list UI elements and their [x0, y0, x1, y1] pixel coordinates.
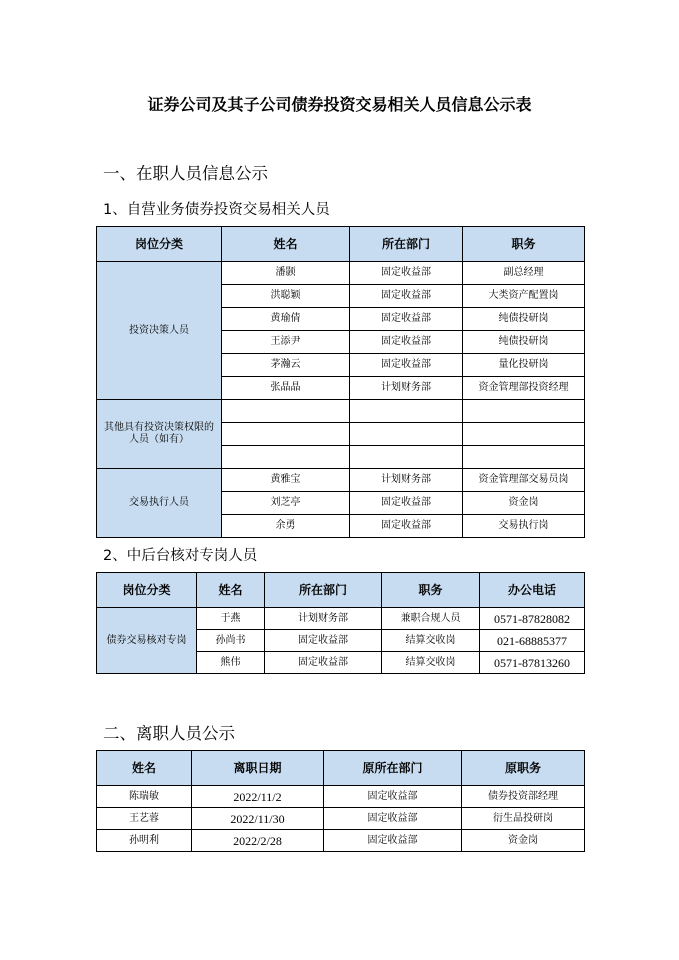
col-header-department: 所在部门: [265, 573, 382, 608]
name-cell: 于燕: [197, 608, 265, 630]
position-cell: [463, 400, 585, 423]
department-cell: 固定收益部: [350, 262, 463, 285]
department-cell: 计划财务部: [265, 608, 382, 630]
department-cell: 固定收益部: [324, 786, 462, 808]
department-cell: 固定收益部: [265, 630, 382, 652]
table-header-row: [97, 227, 585, 262]
col-header-phone: 办公电话: [480, 573, 585, 608]
phone-cell: 021-68885377: [480, 630, 585, 652]
col-header-name: 姓名: [222, 227, 350, 262]
position-cell: 纯债投研岗: [463, 331, 585, 354]
date-cell: 2022/11/30: [192, 808, 324, 830]
department-cell: 固定收益部: [265, 652, 382, 674]
name-cell: [222, 446, 350, 469]
position-cell: [463, 423, 585, 446]
table-header-row: [97, 573, 585, 608]
name-cell: [222, 400, 350, 423]
name-cell: 王添尹: [222, 331, 350, 354]
table-row: [97, 469, 585, 492]
name-cell: 陈瑞敏: [97, 786, 192, 808]
name-cell: 洪聪颖: [222, 285, 350, 308]
date-cell: 2022/2/28: [192, 830, 324, 852]
section-1-heading: 一、在职人员信息公示: [103, 164, 268, 183]
department-cell: 固定收益部: [350, 331, 463, 354]
name-cell: 黄雅宝: [222, 469, 350, 492]
department-cell: 计划财务部: [350, 469, 463, 492]
name-cell: 王艺蓉: [97, 808, 192, 830]
name-cell: 余勇: [222, 515, 350, 538]
subsection-2-heading: 2、中后台核对专岗人员: [103, 548, 258, 564]
subsection-1-heading: 1、自营业务债券投资交易相关人员: [103, 202, 330, 218]
name-cell: [222, 423, 350, 446]
col-header-departure-date: 离职日期: [192, 751, 324, 786]
col-header-former-department: 原所在部门: [324, 751, 462, 786]
category-cell: 投资决策人员: [97, 262, 222, 400]
proprietary-trading-staff-table: [96, 226, 585, 538]
department-cell: [350, 400, 463, 423]
table-row: [97, 786, 585, 808]
department-cell: 固定收益部: [324, 808, 462, 830]
department-cell: 固定收益部: [350, 492, 463, 515]
table-row: [97, 400, 585, 423]
name-cell: 孙明利: [97, 830, 192, 852]
position-cell: 资金岗: [463, 492, 585, 515]
table-row: [97, 808, 585, 830]
name-cell: 孙尚书: [197, 630, 265, 652]
department-cell: 固定收益部: [350, 308, 463, 331]
position-cell: 副总经理: [463, 262, 585, 285]
col-header-department: 所在部门: [350, 227, 463, 262]
position-cell: 结算交收岗: [382, 652, 480, 674]
category-cell: 交易执行人员: [97, 469, 222, 538]
name-cell: 刘芝亭: [222, 492, 350, 515]
department-cell: [350, 446, 463, 469]
position-cell: 结算交收岗: [382, 630, 480, 652]
date-cell: 2022/11/2: [192, 786, 324, 808]
col-header-position: 职务: [463, 227, 585, 262]
position-cell: 交易执行岗: [463, 515, 585, 538]
phone-cell: 0571-87813260: [480, 652, 585, 674]
col-header-name: 姓名: [197, 573, 265, 608]
position-cell: 量化投研岗: [463, 354, 585, 377]
table-row: [97, 830, 585, 852]
table-header-row: [97, 751, 585, 786]
position-cell: 资金岗: [462, 830, 585, 852]
name-cell: 熊伟: [197, 652, 265, 674]
col-header-category: 岗位分类: [97, 227, 222, 262]
table-row: [97, 262, 585, 285]
col-header-category: 岗位分类: [97, 573, 197, 608]
position-cell: 大类资产配置岗: [463, 285, 585, 308]
position-cell: 兼职合规人员: [382, 608, 480, 630]
department-cell: 固定收益部: [350, 515, 463, 538]
document-title: 证券公司及其子公司债券投资交易相关人员信息公示表: [147, 95, 532, 114]
position-cell: [463, 446, 585, 469]
name-cell: 潘颢: [222, 262, 350, 285]
department-cell: 固定收益部: [350, 354, 463, 377]
position-cell: 资金管理部交易员岗: [463, 469, 585, 492]
position-cell: 衍生品投研岗: [462, 808, 585, 830]
category-cell: 债券交易核对专岗: [97, 608, 197, 674]
phone-cell: 0571-87828082: [480, 608, 585, 630]
col-header-name: 姓名: [97, 751, 192, 786]
name-cell: 张晶晶: [222, 377, 350, 400]
position-cell: 债券投资部经理: [462, 786, 585, 808]
name-cell: 黄瑜倩: [222, 308, 350, 331]
category-cell: 其他具有投资决策权限的人员（如有）: [97, 400, 222, 469]
department-cell: [350, 423, 463, 446]
name-cell: 茅瀚云: [222, 354, 350, 377]
department-cell: 计划财务部: [350, 377, 463, 400]
position-cell: 纯债投研岗: [463, 308, 585, 331]
position-cell: 资金管理部投资经理: [463, 377, 585, 400]
department-cell: 固定收益部: [324, 830, 462, 852]
departed-staff-table: [96, 750, 585, 852]
col-header-position: 职务: [382, 573, 480, 608]
col-header-former-position: 原职务: [462, 751, 585, 786]
mid-back-office-staff-table: [96, 572, 585, 674]
section-2-heading: 二、离职人员公示: [103, 724, 235, 743]
table-row: [97, 608, 585, 630]
department-cell: 固定收益部: [350, 285, 463, 308]
